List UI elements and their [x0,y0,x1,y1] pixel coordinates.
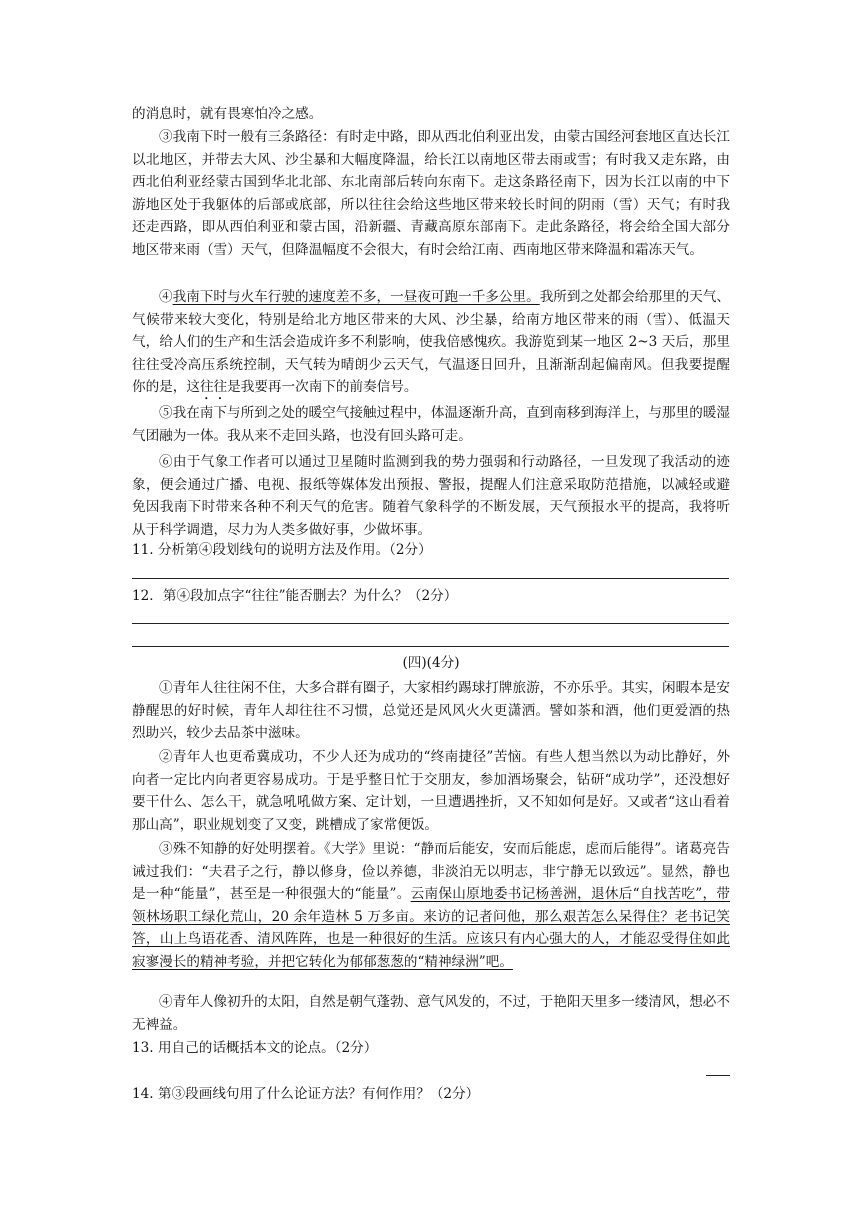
essay-paragraph-4: ④青年人像初升的太阳，自然是朝气蓬勃、意气风发的，不过，于艳阳天里多一缕清风，想必不无裨益。 [132,994,730,1033]
essay-paragraph-3-text: ③殊不知静的好处明摆着。《大学》里说：“静而后能安，安而后能虑，虑而后能得”。诸葛亮告诫过我们：“夫君子之行，静以修身，俭以养德，非淡泊无以明志，非宁静无以致远”。显然，静也是一种“能量”，甚至是一种很强大的“能量”。 [132,841,730,903]
section-4-heading: (四)(4分) [402,655,460,671]
emphasized-word: 往往 [199,379,228,396]
essay-paragraph-2: ②青年人也更希冀成功，不少人还为成功的“终南捷径”苦恼。有些人想当然以为动比静好，外向者一定比内向者更容易成功。于是乎整日忙于交朋友，参加酒场聚会，钻研“成功学”，还没想好要干什么、怎么干，就急吼吼做方案、定计划，一旦遭遇挫折，又不知如何是好。又或者“这山看着那山高”，职业规划变了又变，跳槽成了家常便饭。 [132,749,730,833]
essay-paragraph-3 [132,838,730,974]
paragraph-3-cold-wave-routes: ③我南下时一般有三条路径：有时走中路，即从西北伯利亚出发，由蒙古国经河套地区直达长江以北地区，并带去大风、沙尘暴和大幅度降温，给长江以南地区带去雨或雪；有时我又走东路，由西北伯利亚经蒙古国到华北北部、东北南部后转向东南下。走这条路径南下，因为长江以南的中下游地区处于我躯体的后部或底部，所以往往会给这些地区带来较长时间的阴雨（雪）天气；有时我还走西路，即从西伯利亚和蒙古国，沿新疆、青藏高原东部南下。走此条路径，将会给全国大部分地区带来雨（雪）天气，但降温幅度不会很大，有时会给江南、西南地区带来降温和霜冻天气。 [132,129,730,258]
paragraph-4-cold-wave-speed [132,286,730,403]
essay-paragraph-1: ①青年人往往闲不住，大多合群有圈子，大家相约踢球打牌旅游，不亦乐乎。其实，闲暇本是安静醒思的好时候，青年人却往往不习惯，总觉还是风风火火更潇洒。譬如茶和酒，他们更爱酒的热烈助兴，较少去品茶中滋味。 [132,680,730,742]
paragraph-5: ⑤我在南下与所到之处的暖空气接触过程中，体温逐渐升高，直到南移到海洋上，与那里的暖湿气团融为一体。我从来不走回头路，也没有回头路可走。 [132,405,730,444]
question-14: 14. 第③段画线句用了什么论证方法？有何作用？（2分） [132,1086,480,1102]
answer-line-13 [706,1075,730,1076]
paragraph-4-text: 我所到之处都会给那里的天气、气候带来较大变化，特别是给北方地区带来的大风、沙尘暴，给南方地区带来的雨（雪）、低温天气，给人们的生产和生活会造成许多不利影响，使我倍感愧疚。我游览到某一地区 2~3 天后，那里往往受冷高压系统控制，天气转为晴朗少云天气，气温逐日回升，且渐渐刮起偏南风。但我要提醒你的是，这往往是我要再一次南下的前奏信号。 [132,289,731,396]
paragraph-continuation: 的消息时，就有畏寒怕冷之感。 [132,106,323,122]
underlined-sentence: 我南下时与火车行驶的速度差不多，一昼夜可跑一千多公里。 [172,289,540,305]
question-12: 12．第④段加点字“往往”能否删去？为什么？（2分） [132,588,458,604]
paragraph-6: ⑥由于气象工作者可以通过卫星随时监测到我的势力强弱和行动路径，一旦发现了我活动的迹象，便会通过广播、电视、报纸等媒体发出预报、警报，提醒人们注意采取防范措施，以减轻或避免因我南下时带来各种不利天气的危害。随着气象科学的不断发展，天气预报水平的提高，我将听从于科学调遣，尽力为人类多做好事，少做坏事。 [132,454,730,538]
question-13: 13. 用自己的话概括本文的论点。（2分） [132,1040,378,1056]
paragraph-4-number: ④ [159,289,173,305]
answer-line-11 [132,578,729,579]
underlined-example: 云南保山原地委书记杨善洲，退休后“自找苦吃”，带领林场职工绿化荒山，20 余年造林 5 万多亩。来访的记者问他，那么艰苦怎么呆得住？老书记笑答，山上鸟语花香、清风阵阵，也是一种很好的生活。应该只有内心强大的人，才能忍受得住如此寂寥漫长的精神考验，并把它转化为郁郁葱葱的“精神绿洲”吧。 [132,886,730,970]
answer-line-12b [132,646,729,647]
answer-line-12a [132,623,729,624]
question-11: 11. 分析第④段划线句的说明方法及作用。（2分） [132,542,432,558]
